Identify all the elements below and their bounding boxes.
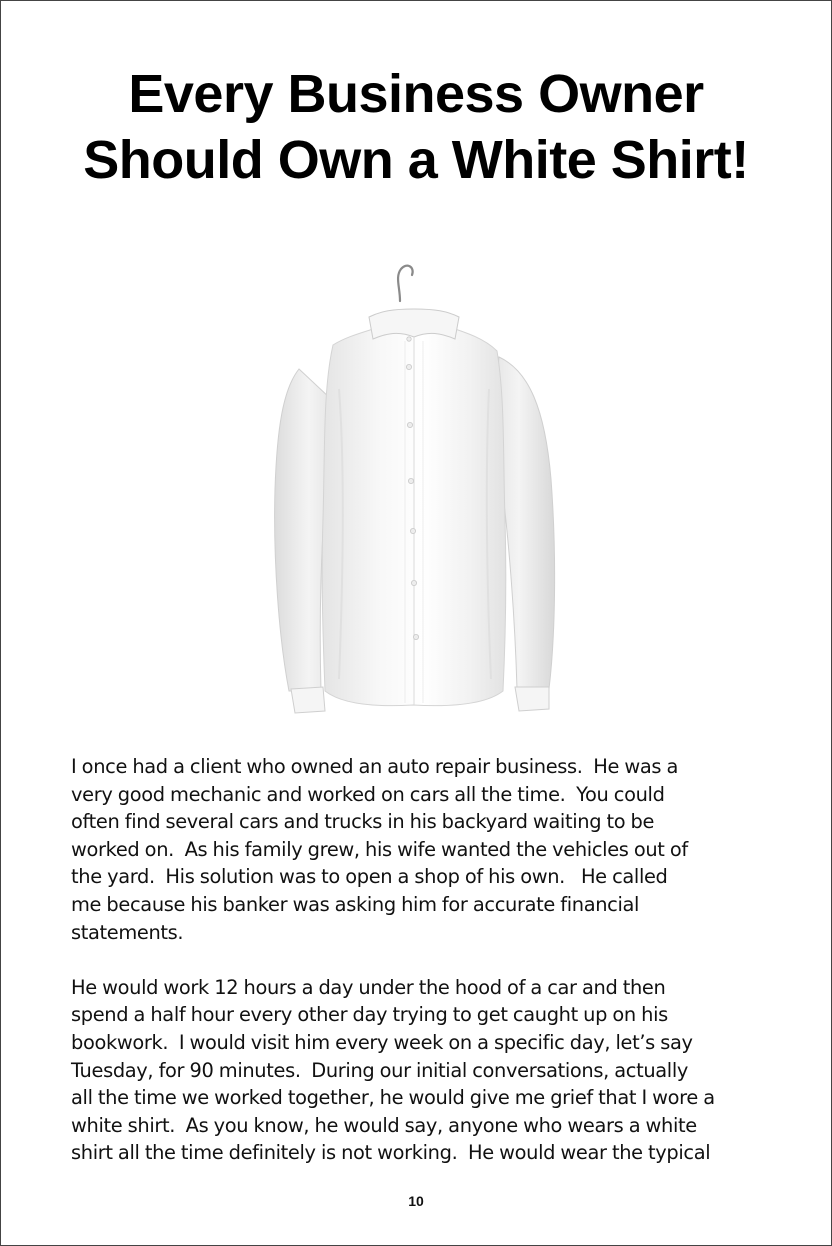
title-line-2: Should Own a White Shirt!: [83, 130, 749, 190]
page-number: 10: [408, 1193, 424, 1209]
text-line: He would work 12 hours a day under the hood of a car and then: [71, 975, 666, 999]
text-line: white shirt. As you know, he would say, anyone who wears a white: [71, 1113, 697, 1137]
text-line: I once had a client who owned an auto repair business. He was a: [71, 755, 678, 778]
paragraph-2: [71, 974, 771, 1167]
paragraph-1: [71, 753, 771, 946]
body-text: [71, 753, 771, 1167]
text-line: worked on. As his family grew, his wife wanted the vehicles out of: [71, 837, 688, 861]
text-line: statements.: [71, 920, 184, 944]
page-title: [1, 61, 831, 193]
text-line: me because his banker was asking him for accurate financial: [71, 892, 640, 916]
text-line: all the time we worked together, he would give me grief that I wore a: [71, 1086, 715, 1110]
text-line: Tuesday, for 90 minutes. During our initial conversations, actually: [71, 1058, 688, 1082]
text-line: spend a half hour every other day trying to get caught up on his: [71, 1003, 668, 1027]
title-line-1: Every Business Owner: [128, 64, 704, 124]
text-line: very good mechanic and worked on cars all the time. You could: [71, 782, 665, 806]
paragraph-spacer: [71, 946, 771, 974]
text-line: often find several cars and trucks in his backyard waiting to be: [71, 810, 655, 834]
text-line: shirt all the time definitely is not working. He would wear the typical: [71, 1141, 711, 1165]
text-line: bookwork. I would visit him every week on a specific day, let’s say: [71, 1030, 693, 1054]
white-shirt-image: [269, 259, 559, 719]
text-line: the yard. His solution was to open a shop of his own. He called: [71, 865, 668, 889]
